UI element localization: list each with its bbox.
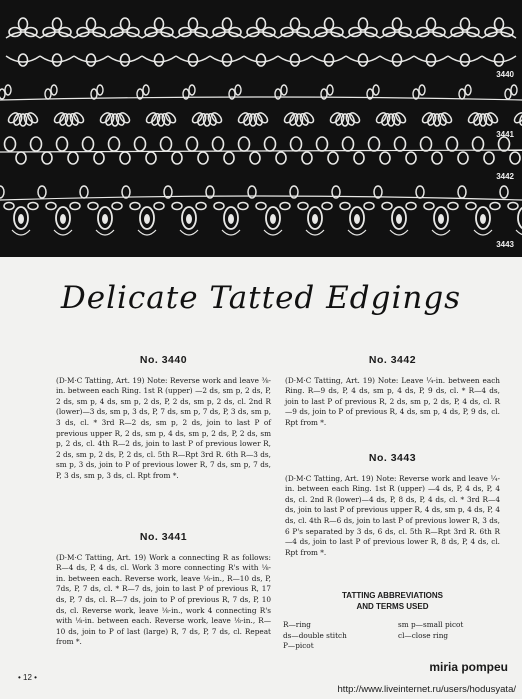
- lace-stitch: [155, 18, 164, 30]
- lace-stitch: [26, 111, 39, 124]
- lace-stitch: [499, 137, 510, 151]
- lace-stitch: [346, 56, 380, 62]
- abbreviation-item: ds—double stitch: [283, 630, 347, 640]
- lace-stitch: [448, 56, 482, 62]
- lace-stitch: [380, 56, 414, 62]
- lace-stitch: [109, 137, 120, 151]
- lace-stitch: [257, 18, 266, 30]
- lace-stitch: [91, 89, 97, 99]
- lace-stitch: [6, 56, 40, 62]
- lace-stitch: [265, 137, 276, 151]
- lace-stitch: [276, 152, 286, 164]
- lace-stitch: [374, 186, 382, 198]
- lace-stitch: [406, 203, 416, 210]
- pattern-3440: [56, 355, 271, 482]
- edging-code-3443: 3443: [496, 240, 514, 249]
- abbreviations-left: [283, 620, 347, 652]
- abbreviations-title: [285, 590, 500, 612]
- lace-stitch: [500, 186, 508, 198]
- lace-stitch: [87, 18, 96, 30]
- lace-stitch: [264, 230, 282, 235]
- lace-stitch: [458, 152, 468, 164]
- lace-stitch: [0, 89, 5, 99]
- lace-stitch: [382, 203, 392, 210]
- lace-stitch: [359, 54, 368, 66]
- lace-stitch: [83, 137, 94, 151]
- lace-stitch: [421, 137, 432, 151]
- lace-stitch: [53, 54, 62, 66]
- lace-stitch: [343, 137, 354, 151]
- lace-stitch: [317, 137, 328, 151]
- lace-stitch: [281, 85, 287, 95]
- lace-stitch: [474, 230, 492, 235]
- pattern-heading: No. 3443: [368, 452, 417, 464]
- lace-stitch: [312, 56, 346, 62]
- lace-stitch: [395, 137, 406, 151]
- lace-stitch: [40, 56, 74, 62]
- tatted-edgings-photo: [0, 0, 522, 257]
- lace-stitch: [238, 203, 248, 210]
- lace-stitch: [130, 203, 140, 210]
- lace-stitch: [4, 203, 14, 210]
- pattern-instructions: (D·M·C Tatting, Art. 19) Note: Leave ¼-in. between each Ring. R—9 ds, P, 4 ds, sm p, 4 ds, P, 9 ds, cl. * R—4 ds, join to last P of previous R, 2 ds, sm p, 2 ds, P, 4 ds, cl. R—9 ds, join to P of previous R, 4 ds, sm p, 4 ds, P, 9 ds, cl. Rpt from *.: [285, 375, 500, 427]
- pattern-instructions: (D·M·C Tatting, Art. 19) Work a connecting R as follows: R—4 ds, P, 4 ds, cl. Work 3 more connecting R's with ⅛-in. between each. Reverse work, leave ⅛-in., R—10 ds, P, 7ds, P, 7 ds, cl. * R—7 ds, join to last P of previous R, 17 ds, P, 7 ds, cl. R—7 ds, join to P of previous R, 7 ds, P, 10 ds, cl. Reverse work, leave ⅛-in., work 4 connecting R's with ⅛-in. between each. Reverse work, leave ⅛-in., R—10 ds, join to P of last (large) R, 7 ds, P, 7 ds, cl. Repeat from *.: [56, 552, 271, 647]
- lace-stitch: [373, 85, 379, 95]
- pattern-instructions: (D·M·C Tatting, Art. 19) Note: Reverse work and leave ⅜-in. between each Ring. 1st R (upper) —2 ds, sm p, 2 ds, P, 2 ds, sm p, 4 ds, sm p, 2 ds, P, 2 ds, sm p, 2 ds, cl. 2nd R (lower)—3 ds, sm p, 3 ds, P, 7 ds, sm p, 7 ds, P, 3 ds, sm p, 3 ds, cl. * 3rd R—2 ds, sm p, 2 ds, join to last P of previous upper R, 2 ds, sm p, 4 ds, sm p, 2 ds, P, 2 ds, sm p, 2 ds, cl. 4th R—2 ds, join to last P of previous lower R, 2 ds, sm p, 2 ds, P, 2 ds, cl. 5th R—Rpt 3rd R. 6th R—3 ds, sm p, 3 ds, join to P of previous lower R, 7 ds, sm p, 7 ds, P, 3 ds, sm p, 3 ds, cl. Rpt from *.: [56, 375, 271, 480]
- lace-stitch: [68, 152, 78, 164]
- lace-stitch: [256, 111, 269, 124]
- lace-stitch: [180, 230, 198, 235]
- abbreviations-title-line: TATTING ABBREVIATIONS: [341, 591, 444, 600]
- lace-stitch: [172, 203, 182, 210]
- lace-stitch: [406, 152, 416, 164]
- lace-stitch: [508, 203, 518, 210]
- lace-stitch: [70, 203, 80, 210]
- lace-stitch: [280, 203, 290, 210]
- lace-stitch: [325, 54, 334, 66]
- lace-stitch: [416, 186, 424, 198]
- pattern-heading: No. 3441: [139, 531, 188, 543]
- lace-stitch: [359, 18, 368, 30]
- lace-stitch: [138, 230, 156, 235]
- lace-stitch: [118, 111, 131, 124]
- abbreviation-item: cl—close ring: [398, 630, 449, 640]
- lace-stitch: [511, 85, 517, 95]
- lace-stitch: [146, 152, 156, 164]
- lace-stitch: [250, 152, 260, 164]
- lace-stitch: [121, 18, 130, 30]
- lace-stitch: [291, 137, 302, 151]
- pattern-heading: No. 3442: [368, 354, 417, 366]
- lace-stitch: [257, 54, 266, 66]
- lace-stitch: [42, 152, 52, 164]
- lace-stitch: [396, 214, 402, 224]
- abbreviations-right: [398, 620, 463, 641]
- lace-stitch: [57, 137, 68, 151]
- lace-stitch: [28, 203, 38, 210]
- lace-stitch: [187, 137, 198, 151]
- lace-stitch: [495, 54, 504, 66]
- lace-stitch: [448, 203, 458, 210]
- pattern-3442: [285, 355, 500, 429]
- lace-stitch: [510, 152, 520, 164]
- lace-stitch: [19, 18, 28, 30]
- lace-stitch: [256, 203, 266, 210]
- lace-stitch: [440, 111, 453, 124]
- lace-stitch: [224, 152, 234, 164]
- lace-stitch: [161, 137, 172, 151]
- lace-stitch: [393, 18, 402, 30]
- lace-illustration: [0, 0, 522, 257]
- lace-stitch: [239, 137, 250, 151]
- lace-stitch: [390, 230, 408, 235]
- lace-stitch: [38, 186, 46, 198]
- lace-stitch: [466, 203, 476, 210]
- lace-stitch: [302, 152, 312, 164]
- lace-stitch: [108, 56, 142, 62]
- lace-stitch: [0, 196, 522, 200]
- lace-stitch: [270, 214, 276, 224]
- lace-stitch: [154, 203, 164, 210]
- lace-stitch: [348, 111, 361, 124]
- lace-stitch: [96, 230, 114, 235]
- edging-code-3442: 3442: [496, 172, 514, 181]
- lace-stitch: [60, 214, 66, 224]
- lace-stitch: [74, 56, 108, 62]
- lace-stitch: [328, 152, 338, 164]
- lace-stitch: [480, 214, 486, 224]
- lace-stitch: [424, 203, 434, 210]
- lace-stitch: [312, 214, 318, 224]
- lace-stitch: [80, 186, 88, 198]
- lace-stitch: [112, 203, 122, 210]
- lace-stitch: [172, 152, 182, 164]
- lace-stitch: [518, 207, 522, 229]
- lace-stitch: [88, 203, 98, 210]
- lace-stitch: [135, 137, 146, 151]
- lace-stitch: [505, 89, 511, 99]
- lace-stitch: [414, 56, 448, 62]
- lace-stitch: [465, 85, 471, 95]
- lace-stitch: [427, 54, 436, 66]
- lace-stitch: [228, 214, 234, 224]
- edging-code-3440: 3440: [496, 70, 514, 79]
- lace-stitch: [278, 56, 312, 62]
- abbreviation-item: R—ring: [283, 620, 311, 629]
- lace-stitch: [54, 230, 72, 235]
- lace-stitch: [164, 111, 177, 124]
- lace-stitch: [394, 111, 407, 124]
- lace-stitch: [495, 18, 504, 30]
- lace-stitch: [122, 186, 130, 198]
- lace-stitch: [322, 203, 332, 210]
- lace-stitch: [291, 54, 300, 66]
- lace-stitch: [518, 113, 522, 127]
- lace-stitch: [120, 152, 130, 164]
- lace-stitch: [482, 56, 516, 62]
- lace-stitch: [102, 214, 108, 224]
- lace-stitch: [461, 54, 470, 66]
- lace-stitch: [325, 18, 334, 30]
- lace-stitch: [72, 111, 85, 124]
- pattern-heading: No. 3440: [139, 354, 188, 366]
- lace-stitch: [461, 18, 470, 30]
- lace-stitch: [223, 54, 232, 66]
- signature: miria pompeu: [429, 660, 508, 674]
- lace-stitch: [244, 56, 278, 62]
- lace-stitch: [144, 214, 150, 224]
- lace-stitch: [121, 54, 130, 66]
- lace-stitch: [12, 230, 30, 235]
- lace-stitch: [198, 152, 208, 164]
- lace-stitch: [364, 203, 374, 210]
- edging-code-3441: 3441: [496, 130, 514, 139]
- lace-stitch: [142, 56, 176, 62]
- lace-stitch: [31, 137, 42, 151]
- lace-stitch: [87, 54, 96, 66]
- lace-stitch: [94, 152, 104, 164]
- pattern-3441: [56, 532, 271, 648]
- lace-stitch: [516, 230, 522, 235]
- lace-stitch: [51, 85, 57, 95]
- lace-stitch: [213, 137, 224, 151]
- lace-stitch: [484, 152, 494, 164]
- abbreviations-title-line: AND TERMS USED: [356, 602, 429, 611]
- page-number: • 12 •: [18, 673, 37, 682]
- lace-stitch: [19, 54, 28, 66]
- lace-stitch: [186, 214, 192, 224]
- lace-stitch: [0, 186, 4, 198]
- lace-stitch: [210, 111, 223, 124]
- lace-stitch: [155, 54, 164, 66]
- lace-stitch: [97, 85, 103, 95]
- pattern-3443: [285, 453, 500, 558]
- lace-stitch: [45, 89, 51, 99]
- lace-stitch: [176, 56, 210, 62]
- lace-stitch: [291, 18, 300, 30]
- lace-stitch: [438, 214, 444, 224]
- lace-stitch: [354, 214, 360, 224]
- lace-stitch: [5, 85, 11, 95]
- lace-stitch: [189, 18, 198, 30]
- lace-stitch: [473, 137, 484, 151]
- lace-stitch: [458, 186, 466, 198]
- lace-stitch: [0, 97, 522, 100]
- lace-stitch: [369, 137, 380, 151]
- lace-stitch: [380, 152, 390, 164]
- lace-stitch: [46, 203, 56, 210]
- lace-stitch: [490, 203, 500, 210]
- lace-stitch: [302, 111, 315, 124]
- lace-stitch: [53, 18, 62, 30]
- lace-stitch: [214, 203, 224, 210]
- abbreviation-item: P—picot: [283, 641, 314, 650]
- lace-stitch: [447, 137, 458, 151]
- source-url: http://www.liveinternet.ru/users/hodusyata/: [337, 684, 516, 695]
- lace-stitch: [189, 54, 198, 66]
- lace-stitch: [327, 85, 333, 95]
- lace-stitch: [427, 18, 436, 30]
- lace-stitch: [0, 150, 522, 152]
- lace-stitch: [432, 152, 442, 164]
- lace-stitch: [306, 230, 324, 235]
- lace-stitch: [393, 54, 402, 66]
- lace-stitch: [340, 203, 350, 210]
- abbreviation-item: sm p—small picot: [398, 620, 464, 629]
- lace-stitch: [354, 152, 364, 164]
- lace-stitch: [348, 230, 366, 235]
- lace-stitch: [143, 85, 149, 95]
- lace-stitch: [5, 137, 16, 151]
- lace-stitch: [196, 203, 206, 210]
- lace-stitch: [223, 18, 232, 30]
- lace-stitch: [459, 89, 465, 99]
- page-title: Delicate Tatted Edgings: [60, 280, 462, 316]
- pattern-instructions: (D·M·C Tatting, Art. 19) Note: Reverse work and leave ¼-in. between each Ring. 1st R (upper) —4 ds, P, 4 ds, P, 4 ds, cl. 2nd R (lower)—4 ds, P, 8 ds, P, 4 ds, cl. * 3rd R—4 ds, join to last P of previous upper R, 4 ds, sm p, 4 ds, P, 4 ds, cl. 4th R—6 ds, join to last P of previous lower R, 3 ds, 6 P's separated by 3 ds, 6 ds, cl. 5th R—Rpt 3rd R. 6th R—4 ds, join to last P of previous lower R, 8 ds, P, 4 ds, cl. Rpt from *.: [285, 473, 500, 557]
- lace-stitch: [486, 111, 499, 124]
- lace-stitch: [235, 85, 241, 95]
- lace-stitch: [222, 230, 240, 235]
- lace-stitch: [16, 152, 26, 164]
- lace-stitch: [298, 203, 308, 210]
- lace-stitch: [189, 85, 195, 95]
- lace-stitch: [419, 85, 425, 95]
- lace-stitch: [18, 214, 24, 224]
- lace-stitch: [210, 56, 244, 62]
- lace-stitch: [432, 230, 450, 235]
